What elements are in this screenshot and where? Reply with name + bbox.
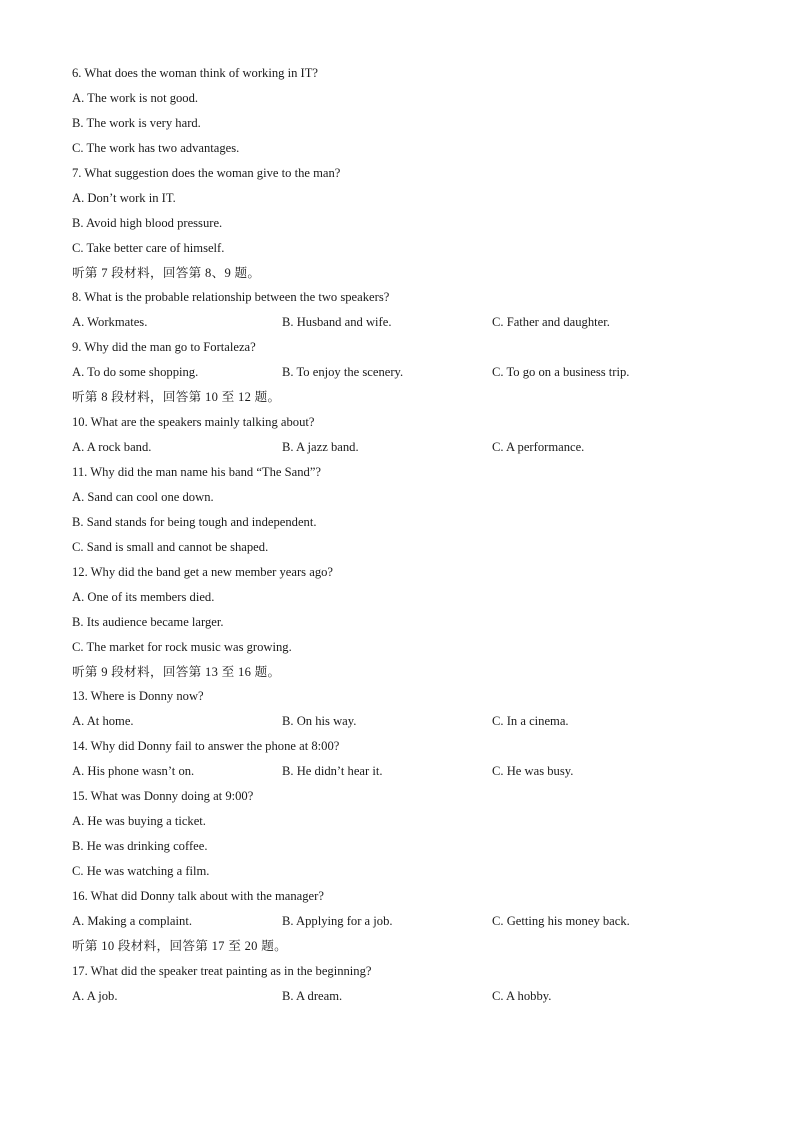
- answer-option-line: [72, 862, 722, 887]
- document-page: [72, 64, 722, 1012]
- question-text: 12. Why did the band get a new member years ago?: [72, 564, 334, 579]
- question-text: 11. Why did the man name his band “The Sand”?: [72, 465, 322, 479]
- answer-option-line: [72, 488, 722, 513]
- answer-option-row: [72, 712, 722, 737]
- question-text: 8. What is the probable relationship between the two speakers?: [72, 290, 390, 305]
- section-heading-line: [72, 264, 722, 289]
- answer-option-line: [72, 513, 722, 538]
- answer-option-line: [72, 613, 722, 638]
- answer-option-line: [72, 214, 722, 239]
- answer-option-row: [72, 987, 722, 1012]
- answer-option: C. Getting his money back.: [492, 913, 630, 928]
- section-heading: 听第 8 段材料，回答第 10 至 12 题。: [72, 390, 281, 405]
- answer-option: A. To do some shopping.: [72, 365, 199, 380]
- answer-option-row: [72, 313, 722, 338]
- answer-option-row: [72, 363, 722, 388]
- answer-option: A. One of its members died.: [72, 589, 215, 604]
- section-heading-line: [72, 663, 722, 688]
- section-heading: 听第 9 段材料，回答第 13 至 16 题。: [72, 664, 281, 679]
- answer-option: A. Sand can cool one down.: [72, 489, 214, 504]
- answer-option-row: [72, 438, 722, 463]
- answer-option-line: [72, 812, 722, 837]
- question-text-line: [72, 463, 722, 488]
- answer-option-row: [72, 762, 722, 787]
- question-text: 17. What did the speaker treat painting as in the beginning?: [72, 963, 372, 978]
- question-text-line: [72, 164, 722, 189]
- section-heading-line: [72, 937, 722, 962]
- question-text-line: [72, 962, 722, 987]
- answer-option: A. Making a complaint.: [72, 913, 192, 928]
- answer-option: B. To enjoy the scenery.: [282, 365, 404, 380]
- question-text-line: [72, 787, 722, 812]
- answer-option-line: [72, 89, 722, 114]
- answer-option: B. A dream.: [282, 988, 343, 1003]
- answer-option: C. Take better care of himself.: [72, 240, 225, 255]
- answer-option: A. Workmates.: [72, 315, 148, 330]
- answer-option: A. At home.: [72, 714, 134, 729]
- question-text: 13. Where is Donny now?: [72, 689, 204, 704]
- question-text: 6. What does the woman think of working in IT?: [72, 66, 318, 80]
- question-text: 16. What did Donny talk about with the manager?: [72, 888, 324, 903]
- answer-option: B. A jazz band.: [282, 440, 359, 455]
- answer-option: C. Father and daughter.: [492, 315, 610, 330]
- answer-option: B. Husband and wife.: [282, 315, 392, 330]
- answer-option: A. His phone wasn’t on.: [72, 764, 195, 779]
- answer-option: C. The work has two advantages.: [72, 140, 240, 155]
- answer-option-line: [72, 588, 722, 613]
- answer-option: B. Avoid high blood pressure.: [72, 215, 223, 230]
- answer-option-line: [72, 638, 722, 663]
- answer-option: C. The market for rock music was growing.: [72, 639, 292, 654]
- answer-option-row: [72, 912, 722, 937]
- answer-option: B. Its audience became larger.: [72, 614, 224, 629]
- answer-option: B. Sand stands for being tough and independent.: [72, 514, 317, 529]
- answer-option: A. A job.: [72, 988, 118, 1003]
- question-text: 14. Why did Donny fail to answer the phone at 8:00?: [72, 739, 340, 754]
- answer-option: C. Sand is small and cannot be shaped.: [72, 539, 269, 554]
- question-text: 15. What was Donny doing at 9:00?: [72, 789, 254, 804]
- question-text-line: [72, 413, 722, 438]
- answer-option-line: [72, 114, 722, 139]
- answer-option: A. The work is not good.: [72, 90, 199, 105]
- section-heading-line: [72, 388, 722, 413]
- question-text-line: [72, 687, 722, 712]
- answer-option-line: [72, 189, 722, 214]
- answer-option-line: [72, 139, 722, 164]
- answer-option: C. He was watching a film.: [72, 864, 210, 878]
- question-text: 10. What are the speakers mainly talking about?: [72, 415, 315, 430]
- answer-option-line: [72, 538, 722, 563]
- answer-option: B. He didn’t hear it.: [282, 764, 383, 779]
- question-text-line: [72, 737, 722, 762]
- question-text: 9. Why did the man go to Fortaleza?: [72, 340, 256, 355]
- answer-option: A. He was buying a ticket.: [72, 814, 206, 829]
- section-heading: 听第 7 段材料，回答第 8、9 题。: [72, 265, 261, 280]
- section-heading: 听第 10 段材料，回答第 17 至 20 题。: [72, 938, 287, 953]
- answer-option: C. He was busy.: [492, 764, 574, 779]
- answer-option-line: [72, 837, 722, 862]
- question-text-line: [72, 887, 722, 912]
- answer-option: C. A performance.: [492, 440, 585, 455]
- question-text-line: [72, 64, 722, 89]
- answer-option: B. On his way.: [282, 714, 357, 729]
- answer-option: B. He was drinking coffee.: [72, 839, 208, 854]
- question-text-line: [72, 288, 722, 313]
- answer-option: A. A rock band.: [72, 440, 152, 455]
- answer-option: B. Applying for a job.: [282, 913, 393, 928]
- answer-option: C. To go on a business trip.: [492, 365, 630, 380]
- question-text: 7. What suggestion does the woman give to the man?: [72, 165, 341, 180]
- answer-option-line: [72, 239, 722, 264]
- answer-option: B. The work is very hard.: [72, 115, 201, 130]
- answer-option: C. In a cinema.: [492, 714, 569, 729]
- question-text-line: [72, 563, 722, 588]
- question-text-line: [72, 338, 722, 363]
- answer-option: C. A hobby.: [492, 988, 552, 1003]
- answer-option: A. Don’t work in IT.: [72, 190, 176, 205]
